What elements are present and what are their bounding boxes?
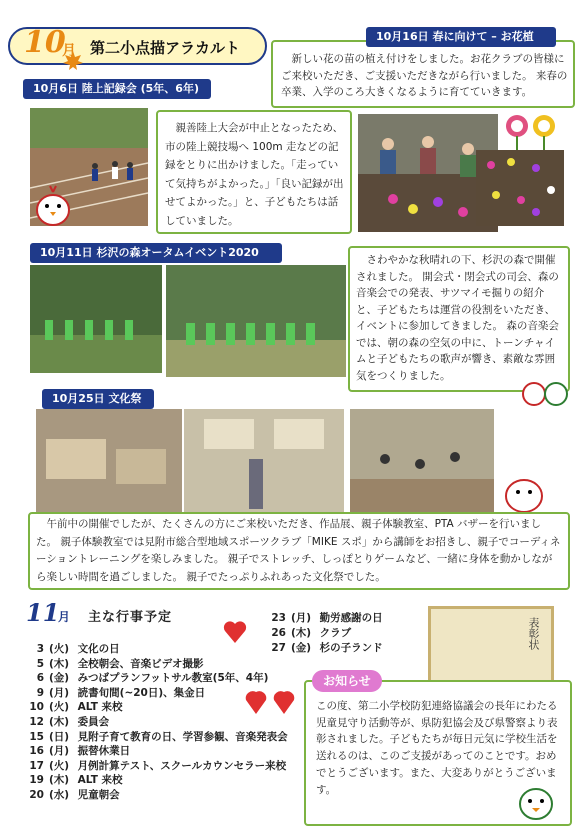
- mascot-pair-icon: [242, 676, 298, 718]
- forest-event-photo-1: [30, 265, 162, 373]
- schedule-month-kanji: 月: [58, 610, 71, 624]
- notice-label: お知らせ: [312, 670, 382, 692]
- mascot-pair-icon: [520, 376, 570, 410]
- forest-event-header: 10月11日 杉沢の森オータムイベント2020: [30, 243, 282, 263]
- schedule-item: 3 (火) 文化の日: [36, 643, 120, 655]
- culture-festival-header: 10月25日 文化祭: [42, 389, 154, 409]
- bird-mascot-icon: [500, 470, 548, 516]
- flower-mascots-icon: [502, 108, 560, 154]
- schedule-item: 17 (火) 月例計算テスト、スクールカウンセラー来校: [29, 759, 287, 772]
- schedule-item: 5 (木) 全校朝会、音楽ビデオ撮影: [36, 657, 204, 670]
- schedule-item: 16 (月) 振替休業日: [29, 745, 131, 758]
- forest-event-photo-2: [166, 265, 346, 377]
- schedule-item: 10 (火) ALT 来校: [29, 701, 123, 714]
- culture-festival-text: 午前中の開催でしたが、たくさんの方にご来校いただき、作品展、親子体験教室、PTA バザーを行いました。 親子体験教室では見附市総合型地域スポーツクラブ「MIKE スポ」から講師をお招きし、親子でコーディネーショントレーニングを楽しみました。 親子でストレッチ、しっぽとりゲームなど、一緒に身体を動かしながら楽しい時間を過ごしました。 親子でたっぷりふれあった文化祭でした。: [36, 518, 561, 583]
- bird-mascot-icon: [512, 780, 560, 824]
- culture-festival-photo-2: [184, 409, 344, 515]
- flower-bed-photo: [476, 150, 564, 226]
- schedule-title: 主な行事予定: [88, 610, 173, 625]
- forest-event-text: さわやかな秋晴れの下、杉沢の森で開催されました。 開会式・閉会式の司会、森の音楽会での発表、サツマイモ掘りの紹介と、子どもたちは運営の役割をいただき、イベントに参加してきました。 森の音楽会では、朝の森の空気の中に、トーンチャイムと子どもたちの歌声が響き、素敵な雰囲気をつくりました。: [356, 254, 559, 382]
- maple-leaf-icon: [62, 50, 84, 72]
- title-banner: [8, 27, 267, 65]
- schedule-item: 26 (木) クラブ: [271, 627, 352, 639]
- schedule-item: 9 (月) 読書旬間(~20日)、集金日: [36, 686, 206, 699]
- track-meet-header: 10月6日 陸上記録会 (5年、6年): [23, 79, 211, 99]
- title-month-kanji: 月: [62, 43, 76, 59]
- bird-mascot-icon: [32, 184, 74, 228]
- schedule-item: 23 (月) 勤労感謝の日: [271, 612, 383, 624]
- notice-text: この度、第二小学校防犯連絡協議会の長年にわたる児童見守り活動等が、県防犯協会及び県警察より表彰されました。子どもたちが毎日元気に学校生活を送れるのは、このご支援があってのことです。おめでとうございます。また、大変ありがとうございます。: [316, 700, 558, 796]
- culture-festival-photo-3: [350, 409, 494, 515]
- flower-planting-text: 新しい花の苗の植え付けをしました。お花クラブの皆様にご来校いただき、ご支援いただきながら行いました。 来春の卒業、入学のころ大きくなるように育てていきます。: [281, 53, 568, 98]
- schedule-item: 19 (木) ALT 来校: [29, 774, 123, 787]
- flower-planting-header: 10月16日 春に向けて – お花植: [366, 27, 556, 47]
- schedule-month-number: 11: [26, 598, 60, 627]
- page-title: 第二小点描アラカルト: [90, 39, 241, 57]
- schedule-item: 20 (水) 児童朝会: [29, 788, 120, 801]
- schedule-item: 12 (木) 委員会: [29, 715, 110, 728]
- schedule-heading: [26, 598, 236, 634]
- schedule-item: 15 (日) 見附子育て教育の日、学習参観、音楽発表会: [29, 730, 288, 743]
- schedule-list-right: [266, 611, 383, 656]
- culture-festival-photo-1: [36, 409, 182, 515]
- track-meet-text: 親善陸上大会が中止となったため、市の陸上競技場へ 100m 走などの記録をとりに出かけました。「走っていて気持ちがよかった。」「良い記録が出せてよかった。」と、子どもたちは話していました。: [165, 122, 344, 227]
- schedule-list-left: [24, 642, 288, 803]
- schedule-item: 27 (金) 杉の子ランド: [271, 642, 383, 654]
- schedule-item: 6 (金) みつばプランフットサル教室(5年、4年): [36, 672, 269, 685]
- title-month-number: 10: [24, 25, 66, 60]
- certificate-title: 表彰状: [527, 617, 540, 650]
